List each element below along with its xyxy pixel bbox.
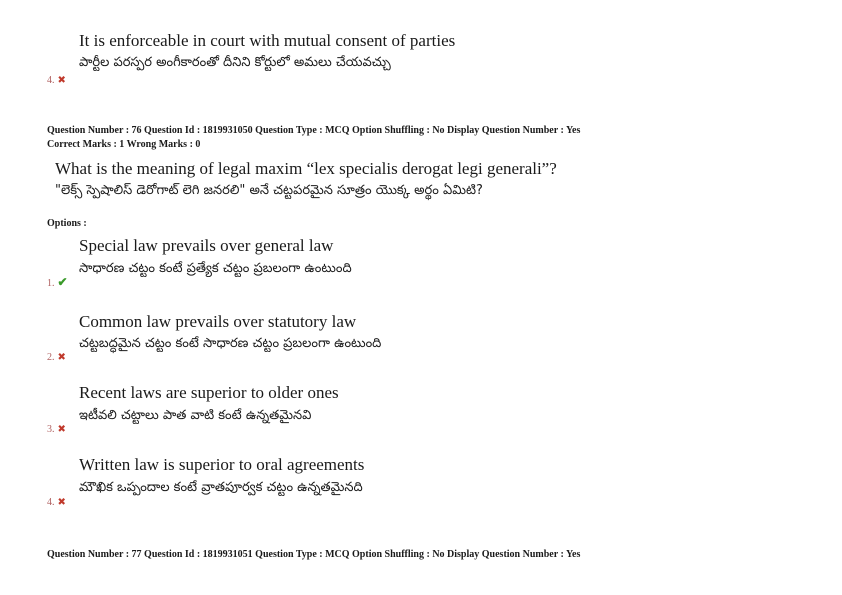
option-3-telugu: ఇటీవలి చట్టాలు పాత వాటి కంటే ఉన్నతమైనవి xyxy=(79,408,312,423)
option-3-number-label: 3. xyxy=(47,424,55,435)
prev-option-number-label: 4. xyxy=(47,75,55,86)
option-1-number xyxy=(47,276,68,290)
wrong-mark-icon: ✖ xyxy=(57,497,66,508)
question-text-english: What is the meaning of legal maxim “lex specialis derogat legi generali”? xyxy=(55,159,557,178)
option-3-english: Recent laws are superior to older ones xyxy=(79,383,339,402)
option-1-number-label: 1. xyxy=(47,278,55,289)
option-1-english: Special law prevails over general law xyxy=(79,236,334,255)
option-2-english: Common law prevails over statutory law xyxy=(79,312,357,331)
wrong-mark-icon: ✖ xyxy=(57,75,66,86)
option-2-telugu: చట్టబద్ధమైన చట్టం కంటే సాధారణ చట్టం ప్రబలంగా ఉంటుంది xyxy=(79,336,382,351)
question-marks: Correct Marks : 1 Wrong Marks : 0 xyxy=(47,139,201,150)
prev-option-telugu: పార్టీల పరస్పర అంగీకారంతో దీనిని కోర్టులో అమలు చేయవచ్చు xyxy=(79,55,391,70)
question-text-telugu: "లెక్స్ స్పెషాలిస్ డెరోగాట్ లెగి జనరలి" అనే చట్టపరమైన సూత్రం యొక్క అర్థం ఏమిటి? xyxy=(55,183,483,198)
option-4-english: Written law is superior to oral agreements xyxy=(79,455,365,474)
prev-option-number xyxy=(47,75,66,87)
options-label: Options : xyxy=(47,218,87,229)
wrong-mark-icon: ✖ xyxy=(57,352,66,363)
option-2-number-label: 2. xyxy=(47,352,55,363)
option-4-telugu: మౌఖిక ఒప్పందాల కంటే వ్రాతపూర్వక చట్టం ఉన్నతమైనది xyxy=(79,480,363,495)
option-4-number xyxy=(47,497,66,509)
option-2-number xyxy=(47,352,66,364)
question-header: Question Number : 76 Question Id : 1819931050 Question Type : MCQ Option Shuffling : No Display Question Number : Yes xyxy=(47,125,581,136)
wrong-mark-icon: ✖ xyxy=(57,424,66,435)
option-4-number-label: 4. xyxy=(47,497,55,508)
option-3-number xyxy=(47,424,66,436)
next-question-header: Question Number : 77 Question Id : 1819931051 Question Type : MCQ Option Shuffling : No Display Question Number : Yes xyxy=(47,549,581,560)
option-1-telugu: సాధారణ చట్టం కంటే ప్రత్యేక చట్టం ప్రబలంగా ఉంటుంది xyxy=(79,261,352,276)
prev-option-english: It is enforceable in court with mutual consent of parties xyxy=(79,31,456,50)
correct-check-icon: ✔ xyxy=(57,275,68,289)
